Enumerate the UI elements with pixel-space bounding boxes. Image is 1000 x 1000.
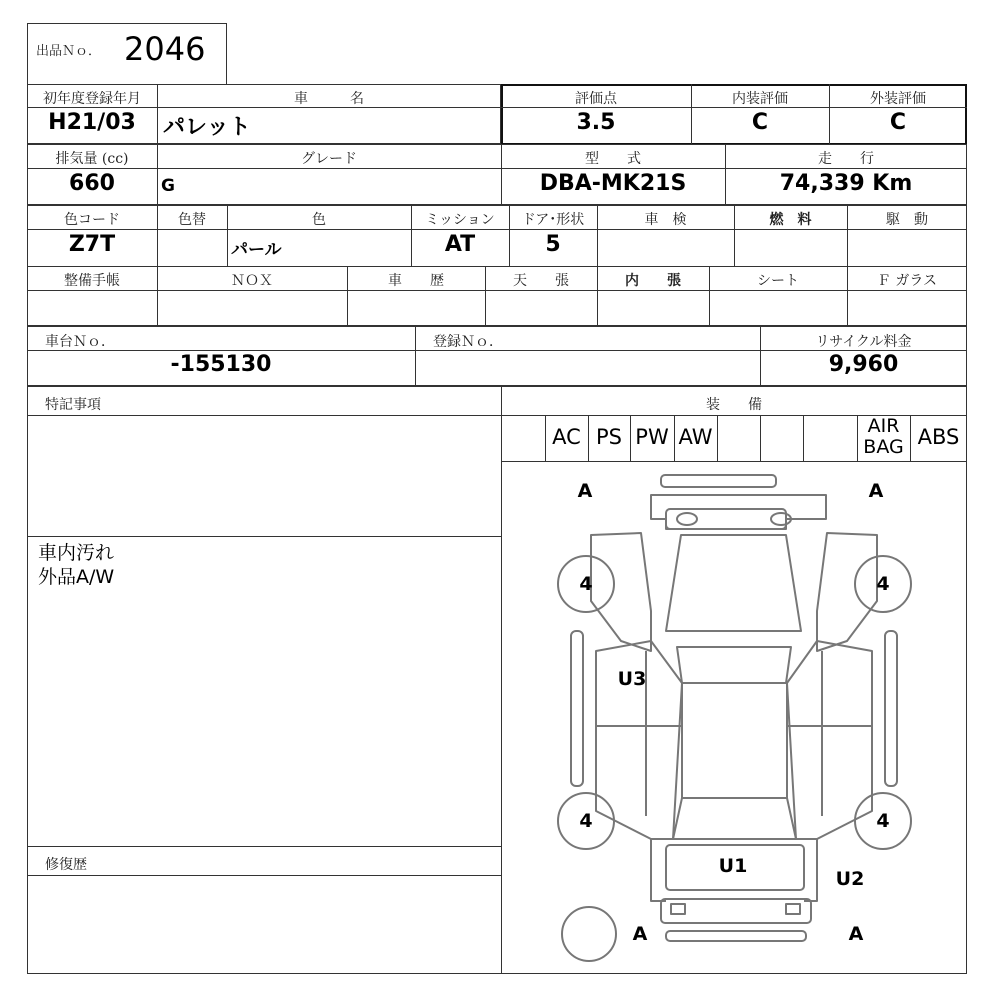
mileage-value: 74,339 Km xyxy=(779,171,913,196)
equip-pw: PW xyxy=(635,425,669,449)
exterior-label: 外装評価 xyxy=(870,91,926,107)
equip-ps: PS xyxy=(596,425,622,449)
car-name-label: 車 名 xyxy=(294,91,364,107)
chassis-value: -155130 xyxy=(170,352,272,377)
mark-tire-front-right: 4 xyxy=(876,573,890,595)
mark-left-side: U3 xyxy=(617,668,647,690)
nox-label: ＮＯＸ xyxy=(231,273,273,289)
mark-front-left-corner: A xyxy=(577,480,593,502)
displacement-value: 660 xyxy=(69,171,115,196)
seat-label: シート xyxy=(757,273,799,289)
equip-airbag-top: AIR xyxy=(867,415,900,437)
equipment-label: 装 備 xyxy=(706,397,762,413)
color-value: パール xyxy=(231,240,282,260)
model-label: 型 式 xyxy=(585,151,641,167)
chassis-label: 車台Ｎｏ． xyxy=(45,334,115,350)
repair-label: 修復歴 xyxy=(45,857,87,873)
shaken-label: 車 検 xyxy=(644,212,687,228)
first-reg-label: 初年度登録年月 xyxy=(43,91,141,107)
mark-rear-panel: U1 xyxy=(718,855,748,877)
recycle-label: リサイクル料金 xyxy=(815,334,912,350)
color-code-value: Z7T xyxy=(68,232,116,257)
repaint-label: 色替 xyxy=(178,212,206,228)
mileage-label: 走 行 xyxy=(818,151,874,167)
notes-line-2: 外品A/W xyxy=(38,566,115,588)
grade-value: G xyxy=(161,176,175,196)
score-value: 3.5 xyxy=(576,110,616,135)
mark-tire-rear-right: 4 xyxy=(876,810,890,832)
car-diagram xyxy=(501,461,967,974)
fglass-label: Ｆ ガラス xyxy=(876,273,938,289)
regno-label: 登録Ｎｏ． xyxy=(433,334,503,350)
door-label: ドア･形状 xyxy=(521,212,585,228)
car-name-value: パレット xyxy=(163,115,251,140)
model-value: DBA-MK21S xyxy=(539,171,687,196)
first-reg-value: H21/03 xyxy=(48,110,136,135)
service-label: 整備手帳 xyxy=(64,273,120,289)
equip-airbag-bottom: BAG xyxy=(863,436,904,458)
notes-frame xyxy=(27,386,502,974)
notes-label: 特記事項 xyxy=(45,397,101,413)
history-label: 車 歴 xyxy=(388,273,444,289)
grade-label: グレード xyxy=(301,151,357,167)
recycle-value: 9,960 xyxy=(828,352,899,377)
drive-label: 駆 動 xyxy=(886,212,928,228)
mission-value: AT xyxy=(444,232,476,257)
score-label: 評価点 xyxy=(575,91,617,107)
color-code-label: 色コード xyxy=(64,212,120,228)
displacement-label: 排気量 (cc) xyxy=(55,151,129,167)
notes-line-1: 車内汚れ xyxy=(38,542,115,564)
color-label: 色 xyxy=(312,212,326,228)
lot-number-label: 出品Ｎｏ． xyxy=(36,44,102,59)
equip-aw: AW xyxy=(678,425,713,449)
roof-label: 天 張 xyxy=(513,273,569,289)
mark-rear-left-corner: A xyxy=(632,923,648,945)
lot-number: 2046 xyxy=(124,30,206,68)
mission-label: ミッション xyxy=(425,212,495,228)
mark-rear-right: U2 xyxy=(835,868,865,890)
mark-rear-right-corner: A xyxy=(848,923,864,945)
interior-value: C xyxy=(751,110,769,135)
equip-ac: AC xyxy=(552,425,581,449)
mark-front-right-corner: A xyxy=(868,480,884,502)
exterior-value: C xyxy=(889,110,907,135)
equip-abs: ABS xyxy=(917,425,960,449)
fuel-label: 燃 料 xyxy=(769,212,812,228)
interior-lining-label: 内 張 xyxy=(625,273,681,289)
door-value: 5 xyxy=(545,232,561,257)
mark-tire-rear-left: 4 xyxy=(579,810,593,832)
interior-label: 内装評価 xyxy=(732,91,788,107)
mark-tire-front-left: 4 xyxy=(579,573,593,595)
